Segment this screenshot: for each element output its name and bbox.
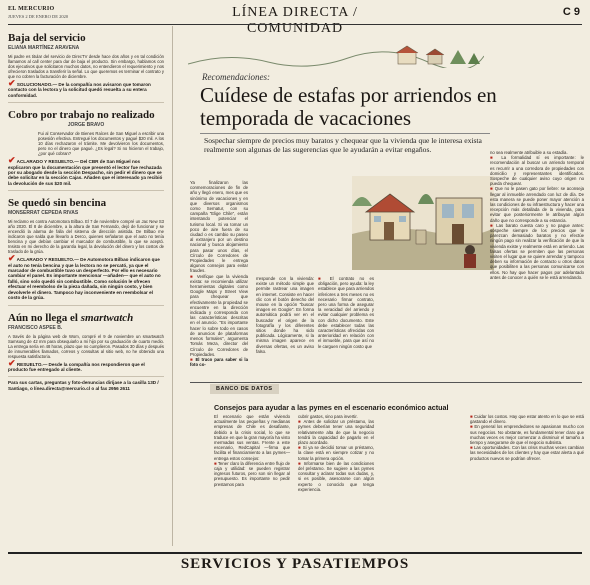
bullet-icon: ■ [490,186,494,192]
data-section-label: BANCO DE DATOS [210,384,279,394]
page-number: C 9 [562,6,580,18]
letter-headline-2: Cobro por trabajo no realizado [8,109,155,122]
letter-headline-3: Se quedó sin bencina [8,197,107,210]
check-icon: ✔ [8,357,16,368]
tip-verify: Verifique que la vivienda exista: se recomienda utilizar herramientas digitales como Google Maps y Street View para chequear que efectivamente la propiedad se encuentre en la dirección indicada y corresponda con las características descritas en el anuncio. "Es importante hacer lo sobre todo en casos de anuncios de plataformas menos formales", argumenta Tomás Meza, director del Círculo de Corredores de Propiedades. [190,273,248,357]
bullet-icon: ■ [190,356,194,362]
article-column-1 [190,180,248,367]
data-section-rule [190,382,582,383]
check-icon: ✔ [8,155,16,166]
masthead [8,6,68,20]
bullet-icon: ■ [298,460,302,466]
article-column-2 [256,276,314,354]
article-headline: Cuídese de estafas por arriendos en temporada de vacaciones [200,83,497,130]
response-text-4: RESUELTO.— Desde la compañía nos respondieron que el producto fue entregado al cliente. [8,361,145,372]
deck-rule [200,133,490,134]
tip-formality: La formalidad sí es importante: le recomendación al buscar un arriendo temporal es recurrir a una corredora de propiedades con domicilio y representantes identificados. Sospeche de cualquier aviso cuyo origen no pueda chequear. [490,155,584,187]
article-intro: Ya finalizaron las conmemoraciones de fin de año y llegó enero, mes que es sinónimo de vacaciones y en que diversos organismos como Sernatur, con su campaña "Elige Chile", están intentando potenciar el turismo local. Si va tomar un poco de aire fuera de su ciudad o es cambio su paseo al extranjero por un destino nacional y busca alojamiento para pasar unos días, el Círculo de Corredores de Propiedades le entrega algunos consejos para evitar fraudes. [190,180,248,274]
data-column-1 [214,414,290,487]
tip-contract-end: no sea realmente atribuible a su estadía. [490,150,568,155]
letter-response-2 [8,155,164,186]
letter-byline-4: FRANCISCO ASPEE B. [8,324,63,331]
tip-photo: rresponde con la vivienda: existe un método simple que permite rastrear una imagen en internet. Consiste en hacer clic con el botón derecho del mouse en la opción "buscar imagen en Google". En forma automática podrá ver en el buscador el origen de la fotografía y los diferentes sitios donde ha sido publicada. Lógicamente, si la misma imagen aparece en diversas ofertas, es un aviso falso. [256,276,314,354]
masthead-paper: EL MERCURIO [8,6,55,12]
divider [8,190,164,191]
bullet-icon: ■ [298,445,302,451]
data-tip-loan: Antes de solicitar un préstamo, las pymes deberían tener una seguridad relativamente alta de que la negocio tendrá la capacidad de pagarlo en el plazo acordado. [298,419,374,446]
tip-contract: El contrato no es obligación, pero ayuda: la ley establece que para arriendos inferiores a tres meses no es necesario firmar contrato, pero una forma de asegurar la veracidad del arriendo y evitar cualquier problema es con dicho documento. Este debe establecer todas las características ofrecidas con anterioridad en relación con el inmueble, para que así no le carguen ningún costo que [318,276,374,349]
top-rule [8,24,582,25]
letter-byline-3: MONSERRAT CEPEDA RIVAS [8,210,79,217]
data-intro: El escenario que están viviendo actualmente las pequeñas y medianas empresas de Chile es desafiante, debido a la crisis social, lo que se traduce en que la gran mayoría ha visto mermadas sus ventas. Frente a este escenario, RedCapital —firma que facilita el financiamiento a las pymes— entrega estos consejos: [214,414,290,461]
bullet-icon: ■ [470,445,473,451]
response-text-2: ACLARADO Y RESUELTO.— Del CBR de San Miguel nos explicaron que la documentación que presentó el lector fue rechazada por su abogado desde la sección Despacho, sin pedir el dinero que se debe solicitar en la sección Cajas. Añaden que el interesado ya recibió la devolución de sus $20 mil. [8,159,163,186]
letter-byline-1: ELIANA MARTÍNEZ ARAVENA [8,45,80,51]
houses-illustration [188,44,484,68]
letter-headline-4-text: Aún no llega el [8,311,78,324]
tip-cheap: Las barato cuesta caro y no pague antes: sospeche siempre de los precios que le parezcan demasiado baratos y no efectúe ningún pago sin realizar la verificación de que la vivienda existe y realmente está en arriendo. Las falsas ofertas se permiten que las personas visiten el lugar que se quiere arrendar y tampoco deben su información de contacto u otros datos que posibiliten a las personas comunicarse con ellos. No hay que hacer pagos por adelantado antes de conocer a quién se le está arrendando. [490,222,584,280]
data-tip-opportunities: Las oportunidades. Con las crisis muchas veces cambian las necesidades de los clientes y hay que estar alerta a qué productos nuevos se podrían ofrecer. [470,445,584,461]
letter-body-3: Mi reclamo es contra Automotora Bilbao. El 7 de noviembre compré un Jac New S3 año 2020. El 8 de diciembre, a la altura de San Fernando, dejó de funcionar y se encendió la alarma de falla del sistema de dirección asistida. De Bilbao me indicaron que salda que llevarlo a Derco, quienes señalaron que el auto no tenía bencina y que debían cambiar el marcador de combustible, lo que se aceptó. Insisto en mi derecho de la garantía legal, la devolución del dinero y los costos de traslado de la grúa. [8,219,164,255]
letter-response-3 [8,253,164,301]
bullet-icon: ■ [490,222,494,228]
data-tip-conditions: Informarse bien de las condiciones del préstamo. Se sugiere a las pymes consultar y aclarar todas sus dudas, y, si es posible, asesorarse con algún experto o conocido que tenga experiencia. [298,460,374,492]
divider [8,305,164,306]
article-column-3 [318,276,374,349]
letters-column [8,26,173,546]
response-text-1: SOLUCIONADO.— De la compañía nos avisaron que tomaron contacto con la lectora y la solicitud quedó resuelta a su entera conformidad. [8,82,151,98]
next-section-title: SERVICIOS Y PASATIEMPOS [180,556,410,572]
bullet-icon: ■ [318,276,325,281]
divider [8,376,164,377]
data-tip-cashflow-end: cubrir gastos, sino para invertir. [298,414,358,419]
bullet-icon: ■ [490,155,497,161]
letter-body-1: Mi padre es titular del servicio de DirecTV desde hace dos años y en tal condición llamamos al call center para dar de baja el producto. Sin embargo, hablamos con dos ejecutivos que solicitaron muchos datos, no entendieron el requerimiento y nos ofrecieron traslados a transferir la señal. Lo que queremos es terminar el contrato y que no cobren la facturación de diciembre. [8,54,164,79]
data-tip-costs: Cuidar los costos. Hay que estar atento en lo que se está gastando el dinero. [470,414,584,425]
check-icon: ✔ [8,253,16,264]
data-headline: Consejos para ayudar a las pymes en el escenario económico actual [214,403,449,412]
letter-byline-2: JORGE BRAVO [67,122,105,129]
response-text-3: ACLARADO Y RESUELTO.— De Automotora Bilbao indicaron que el auto no tenía bencina y que la lectora no se percató, ya que el marcador de combustible tuvo un desperfecto. Por ello es necesario cambiar el panel. Es importante mencionar —añaden— que el auto no falló, sino solo quedó sin combustible. Como solución le ofrecen efectuar el reembolso de la pieza dañada, sin ningún costo, y bien devolverle el dinero. Tampoco hay inconveniente en reembolsar el costo de la grúa. [8,257,161,301]
letter-response-1 [8,78,164,98]
bullet-icon: ■ [214,460,217,466]
bullet-icon: ■ [190,273,195,279]
data-column-3 [470,414,584,461]
article-kicker: Recomendaciones: [202,72,270,82]
letter-headline-4-italic: smartwatch [80,311,134,324]
letter-body-4: A través de la página web de Wom, compré el 9 de noviembre un smartwatch Samsung de 42 mm para obsequiarlo a mi hijo por su graduación de cuarto medio. La entrega sería en 48 horas, plazo que no cumplieron. Pasados 30 días y después de innumerables llamados, correos y consultas al sitio web, no he obtenido una respuesta satisfactoria. [8,333,164,359]
tip-daylight: Que no le pasen gato por liebre: se aconseja llegar al inmueble arrendado con luz de día. De esta manera se puede poner mayor atención a las condiciones de su infraestructura y hacer una recepción más detallada de la vivienda, para evitar que posteriormente le atribuyan algún daño que no corresponde a su estancia. [490,186,584,223]
data-tip-quote: Si ya se decidió tomar un préstamo, la clave está en siempre cotizar y no tomar la primera opción. [298,445,374,461]
letter-headline-4 [8,312,164,324]
check-icon: ✔ [8,78,16,88]
bullet-icon: ■ [470,414,473,419]
letter-body-2: Fui al Conservador de Bienes Raíces de San Miguel a escribir una posesión efectiva. Entregué los documentos y pagué $20 mil. A los 10 días rechazaron el trámite. Me devolvieron los documentos, pero no el dinero que pagué. ¿Es legal? Si no hicieron el trabajo, ¿por qué cobran? [38,131,164,157]
divider [8,102,164,103]
section-title: LÍNEA DIRECTA / COMUNIDAD [232,5,358,36]
letter-headline-1: Baja del servicio [8,32,86,44]
bullet-icon: ■ [298,419,302,425]
masthead-date: JUEVES 2 DE ENERO DE 2020 [8,14,69,19]
tip-photo-start: El truco para saber si la foto co- [190,356,248,368]
article-deck: Sospechar siempre de precios muy baratos y chequear que la vivienda que le interesa exista realmente son algunas de las sugerencias que le ayudarán a evitar engaños. [204,136,482,154]
rental-scam-illustration [352,176,494,270]
data-column-2 [298,414,374,492]
bottom-rule [8,552,582,554]
data-tip-cashflow: Tener claro la diferencia entre flujo de caja y utilidad: se pueden registrar ingresos futuros, pero son sin llegar al presupuesto. Es importante no pedir prestamos para [214,460,290,487]
bullet-icon: ■ [470,424,473,430]
letter-response-4 [8,357,164,373]
data-tip-entrepreneurs: En general los emprendedores se apasionan mucho con sus negocios. No obstante, es fundamental tener claro que muchas veces es mejor comenzar a disminuir el tamaño a tiempo y asegurarse de que el negocio subsista. [470,424,584,446]
article-column-4 [490,150,584,280]
contact-footer: Para sus cartas, preguntas y foto-denuncias diríjase a la casilla 13D / Santiago, o línea.directa@mercurio.cl o al fax 2956 2611 [8,380,159,391]
